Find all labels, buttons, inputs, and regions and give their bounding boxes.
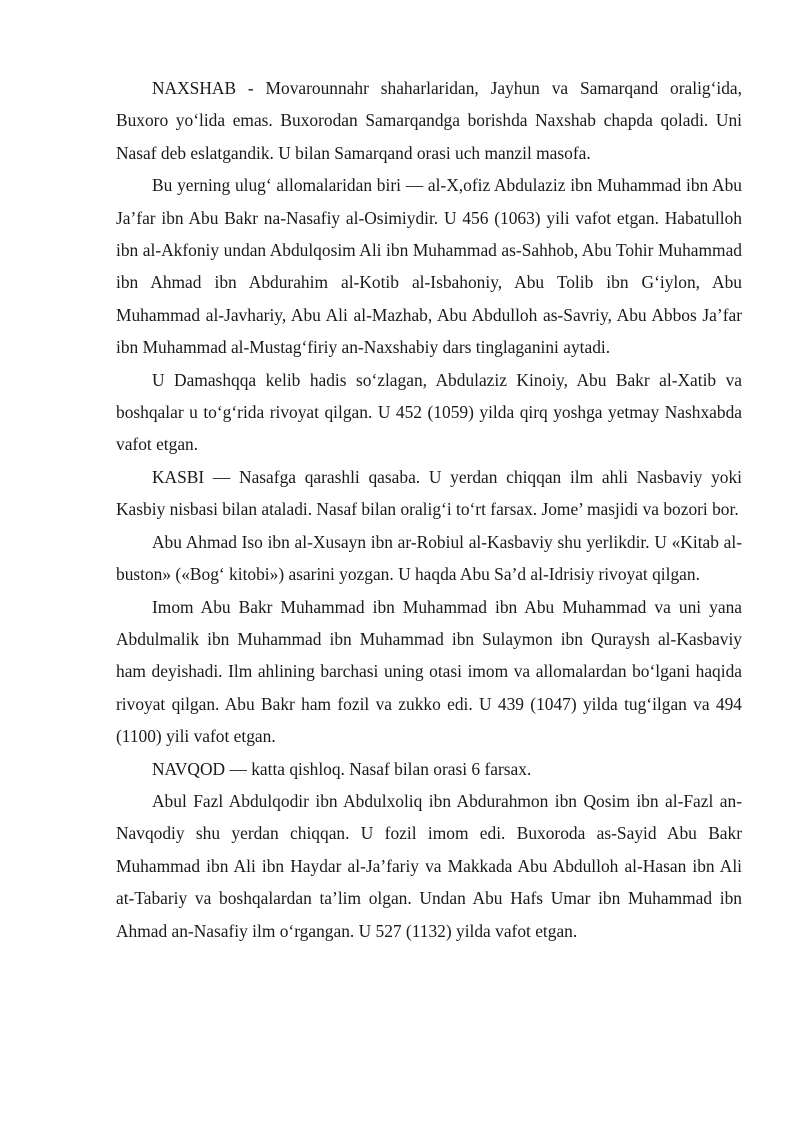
document-page (116, 72, 742, 947)
paragraph-abdulaziz: Bu yerning ulug‘ allomalaridan biri — al-X,ofiz Abdulaziz ibn Muhammad ibn Abu Ja’far ibn Abu Bakr na-Nasafiy al-Osimiydir. U 456 (1063) yili vafot etgan. Habatulloh ibn al-Akfoniy undan Abdulqosim Ali ibn Muhammad as-Sahhob, Abu Tohir Muhammad ibn Ahmad ibn Abdurahim al-Kotib al-Isbahoniy, Abu Tolib ibn G‘iylon, Abu Muhammad al-Javhariy, Abu Ali al-Mazhab, Abu Abdulloh as-Savriy, Abu Abbos Ja’far ibn Muhammad al-Mustag‘firiy an-Naxshabiy dars tinglaganini aytadi. (116, 175, 742, 358)
paragraph-naxshab: NAXSHAB - Movarounnahr shaharlaridan, Jayhun va Samarqand oralig‘ida, Buxoro yo‘lida emas. Buxorodan Samarqandga borishda Naxshab chapda qoladi. Uni Nasaf deb eslatgandik. U bilan Samarqand orasi uch manzil masofa. (116, 78, 742, 163)
paragraph-abul-fazl: Abul Fazl Abdulqodir ibn Abdulxoliq ibn Abdurahmon ibn Qosim ibn al-Fazl an-Navqodiy shu yerdan chiqqan. U fozil imom edi. Buxoroda as-Sayid Abu Bakr Muhammad ibn Ali ibn Haydar al-Ja’fariy va Makkada Abu Abdulloh al-Hasan ibn Ali at-Tabariy va boshqalardan ta’lim olgan. Undan Abu Hafs Umar ibn Muhammad ibn Ahmad an-Nasafiy ilm o‘rgangan. U 527 (1132) yilda vafot etgan. (116, 790, 742, 941)
paragraph-abu-bakr: Imom Abu Bakr Muhammad ibn Muhammad ibn Abu Muhammad va uni yana Abdulmalik ibn Muhammad ibn Muhammad ibn Sulaymon ibn Quraysh al-Kasbaviy ham deyishadi. Ilm ahlining barchasi uning otasi imom va allomalardan bo‘lgani haqida rivoyat qilgan. Abu Bakr ham fozil va zukko edi. U 439 (1047) yilda tug‘ilgan va 494 (1100) yili vafot etgan. (116, 596, 742, 747)
paragraph-kasbi: KASBI — Nasafga qarashli qasaba. U yerdan chiqqan ilm ahli Nasbaviy yoki Kasbiy nisbasi bilan ataladi. Nasaf bilan oralig‘i to‘rt farsax. Jome’ masjidi va bozori bor. (116, 466, 742, 520)
paragraph-damashq: U Damashqqa kelib hadis so‘zlagan, Abdulaziz Kinoiy, Abu Bakr al-Xatib va boshqalar u to‘g‘rida rivoyat qilgan. U 452 (1059) yilda qirq yoshga yetmay Nashxabda vafot etgan. (116, 369, 742, 455)
paragraph-abu-ahmad: Abu Ahmad Iso ibn al-Xusayn ibn ar-Robiul al-Kasbaviy shu yerlikdir. U «Kitab al-buston» («Bog‘ kitobi») asarini yozgan. U haqda Abu Sa’d al-Idrisiy rivoyat qilgan. (116, 531, 742, 585)
paragraph-navqod: NAVQOD — katta qishloq. Nasaf bilan orasi 6 farsax. (152, 758, 532, 779)
